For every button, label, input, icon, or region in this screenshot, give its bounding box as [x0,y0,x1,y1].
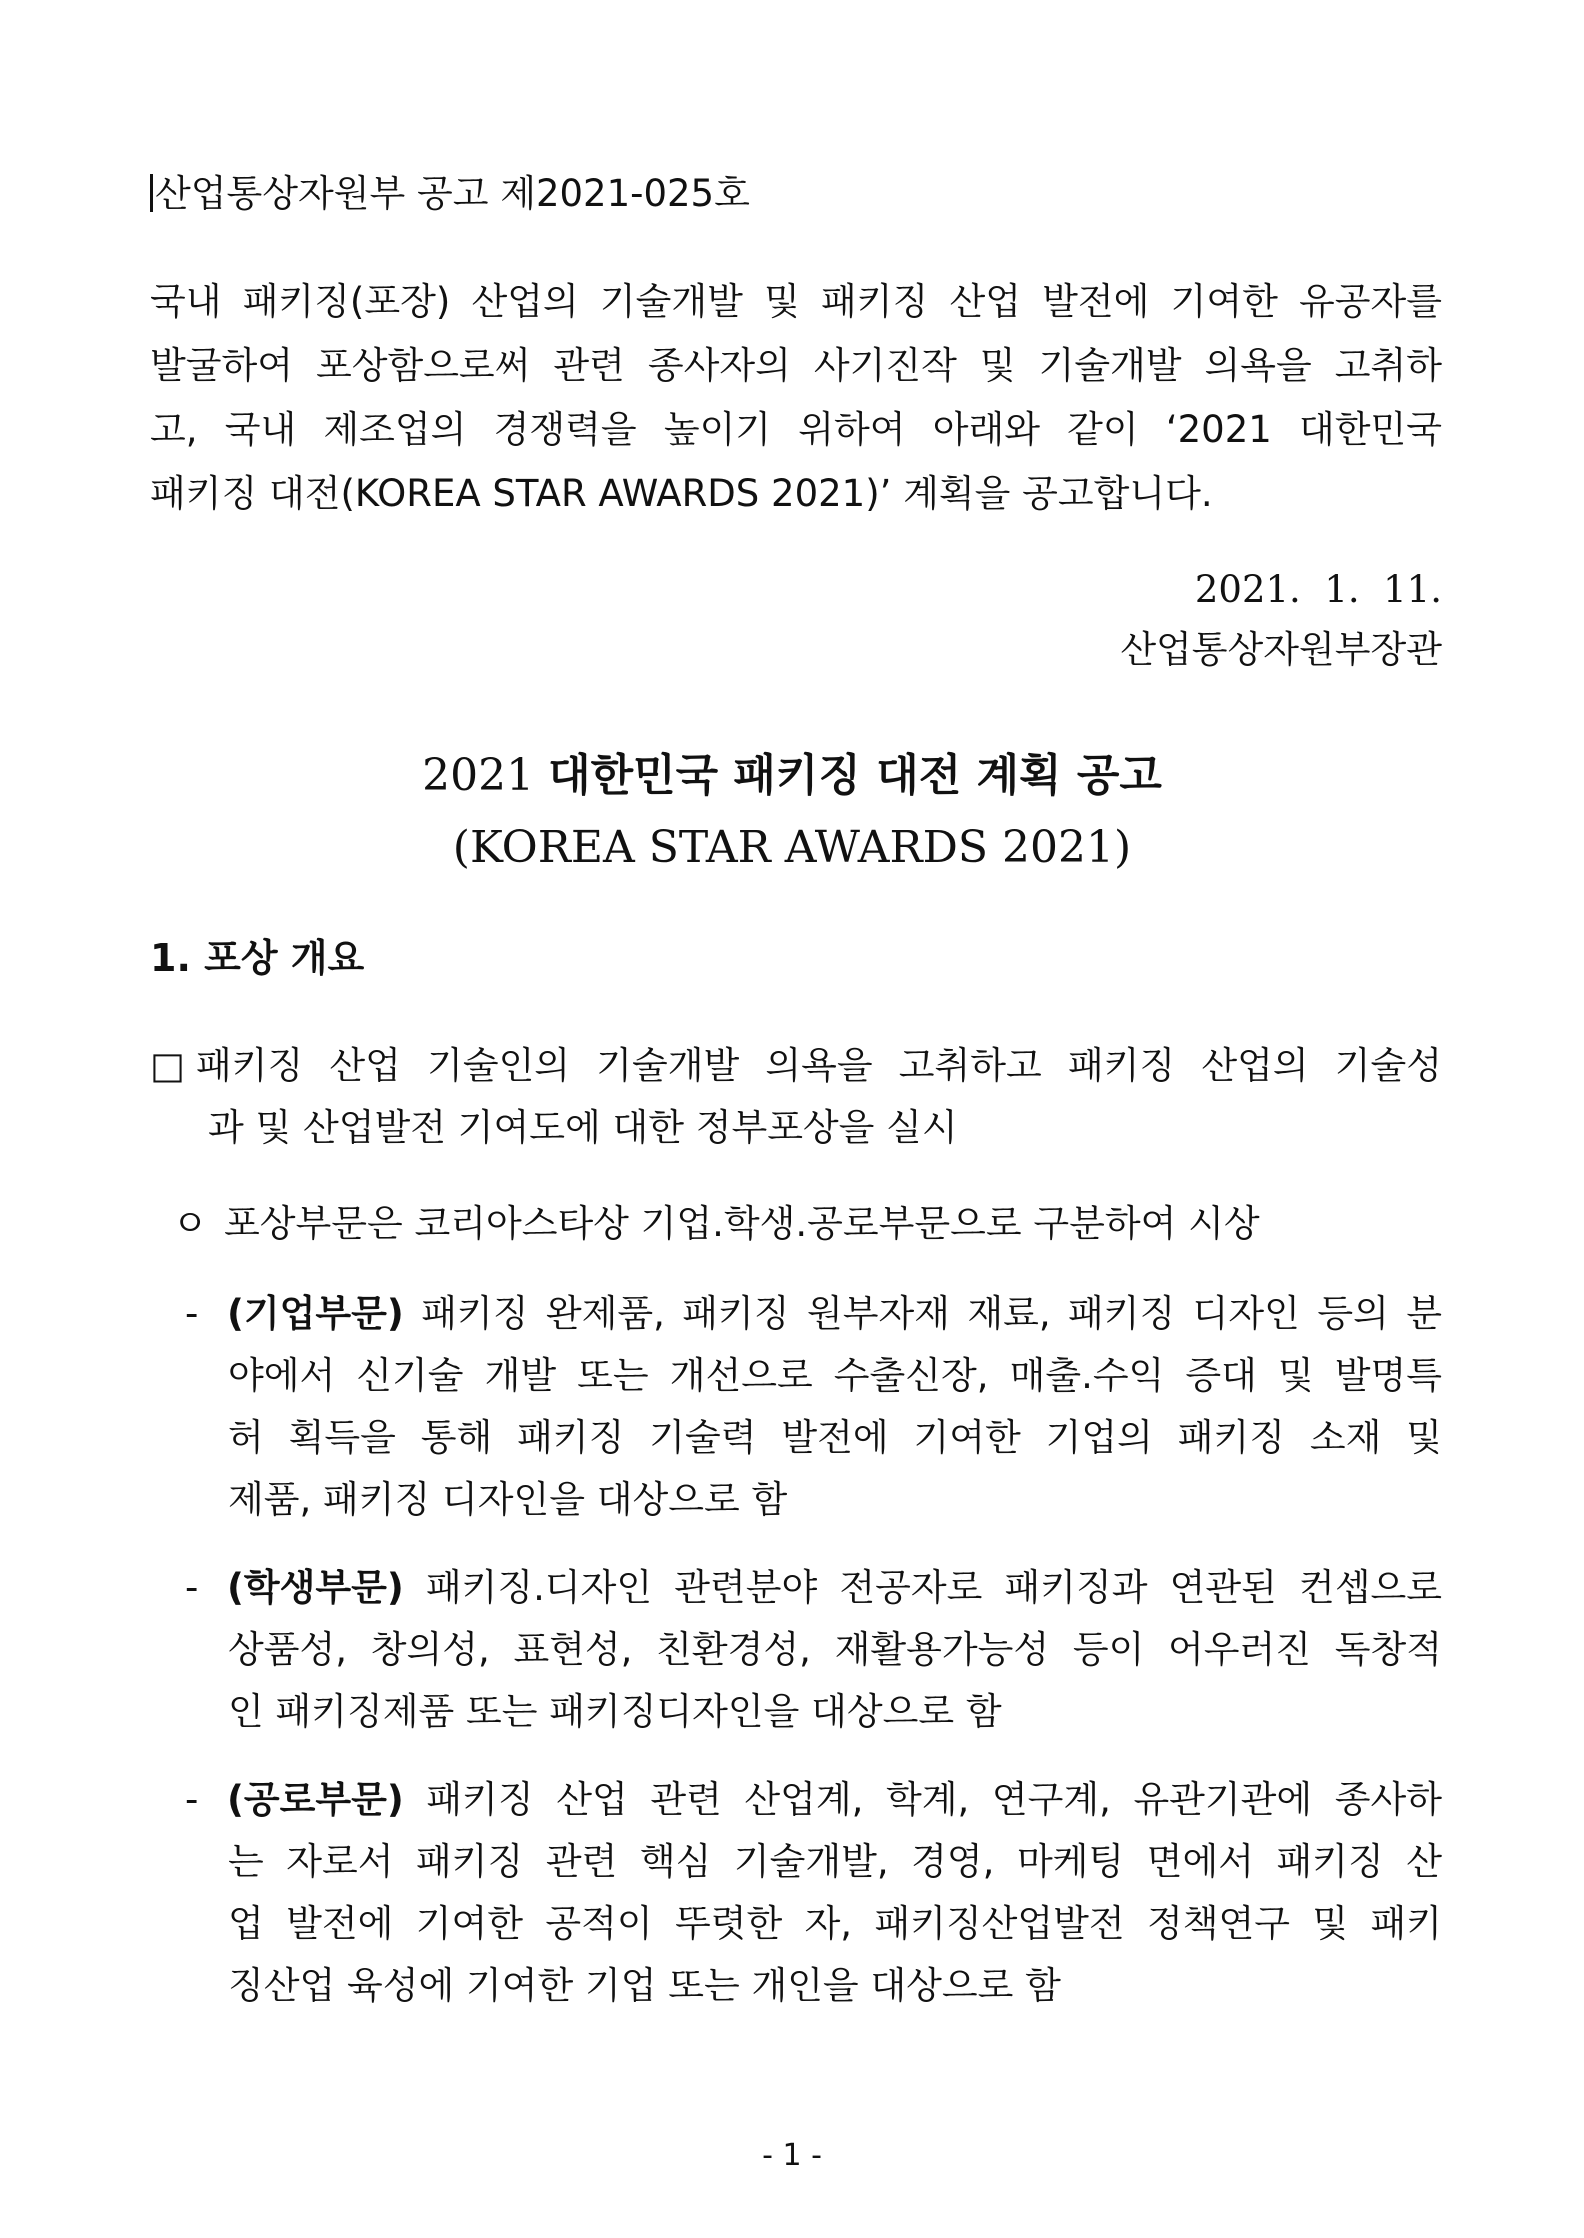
text-cursor [150,174,153,212]
notice-issuer: 산업통상자원부장관 [1120,628,1442,671]
category-label: (학생부문) [227,1566,404,1609]
category-student-line-1 [185,1562,1442,1614]
box-item-text-1: 패키징 산업 기술인의 기술개발 의욕을 고취하고 패키징 산업의 기술성 [196,1044,1442,1087]
category-corporate-line-3: 허 획득을 통해 패키징 기술력 발전에 기여한 기업의 패키징 소재 및 [228,1416,1442,1459]
category-merit-line-1 [185,1774,1442,1826]
notice-number-text: 산업통상자원부 공고 제2021-025호 [155,172,750,215]
intro-line-4: 패키징 대전(KOREA STAR AWARDS 2021)’ 계획을 공고합니다. [150,472,1213,515]
notice-date: 2021. 1. 11. [1194,568,1442,611]
category-label: (기업부문) [227,1292,404,1335]
dash-bullet-icon: - [185,1778,199,1821]
document-title [0,746,1584,806]
page-number: - 1 - [762,2138,822,2173]
circle-item-text: 포상부문은 코리아스타상 기업.학생.공로부문으로 구분하여 시상 [224,1202,1260,1245]
intro-line-1: 국내 패키징(포장) 산업의 기술개발 및 패키징 산업 발전에 기여한 유공자를 [150,280,1442,323]
box-item-line-2: 과 및 산업발전 기여도에 대한 정부포상을 실시 [208,1106,958,1149]
category-text: 패키징 산업 관련 산업계, 학계, 연구계, 유관기관에 종사하 [403,1778,1442,1821]
circle-item [172,1198,1442,1250]
title-year: 2021 [422,750,549,801]
circle-bullet-icon: ㅇ [172,1202,208,1245]
title-main: 대한민국 패키징 대전 계획 공고 [548,750,1162,801]
dash-bullet-icon: - [185,1566,199,1609]
category-text: 패키징.디자인 관련분야 전공자로 패키징과 연관된 컨셉으로 [403,1566,1442,1609]
checkbox-square-icon: □ [150,1044,185,1087]
category-merit-line-4: 징산업 육성에 기여한 기업 또는 개인을 대상으로 함 [228,1964,1061,2007]
category-corporate-line-1 [185,1288,1442,1340]
dash-bullet-icon: - [185,1292,199,1335]
category-student-line-3: 인 패키징제품 또는 패키징디자인을 대상으로 함 [228,1690,1002,1733]
category-label: (공로부문) [227,1778,404,1821]
category-student-line-2: 상품성, 창의성, 표현성, 친환경성, 재활용가능성 등이 어우러진 독창적 [228,1628,1442,1671]
intro-line-3: 고, 국내 제조업의 경쟁력을 높이기 위하여 아래와 같이 ‘2021 대한민국 [150,408,1442,451]
category-merit-line-3: 업 발전에 기여한 공적이 뚜렷한 자, 패키징산업발전 정책연구 및 패키 [228,1902,1442,1945]
intro-line-2: 발굴하여 포상함으로써 관련 종사자의 사기진작 및 기술개발 의욕을 고취하 [150,344,1442,387]
section-heading: 1. 포상 개요 [150,936,365,980]
category-corporate-line-2: 야에서 신기술 개발 또는 개선으로 수출신장, 매출.수익 증대 및 발명특 [228,1354,1442,1397]
category-text: 패키징 완제품, 패키징 원부자재 재료, 패키징 디자인 등의 분 [403,1292,1442,1335]
box-item-line-1 [150,1040,1442,1092]
category-merit-line-2: 는 자로서 패키징 관련 핵심 기술개발, 경영, 마케팅 면에서 패키징 산 [228,1840,1442,1883]
document-subtitle: (KOREA STAR AWARDS 2021) [452,822,1132,873]
notice-number [150,168,850,220]
category-corporate-line-4: 제품, 패키징 디자인을 대상으로 함 [228,1478,788,1521]
